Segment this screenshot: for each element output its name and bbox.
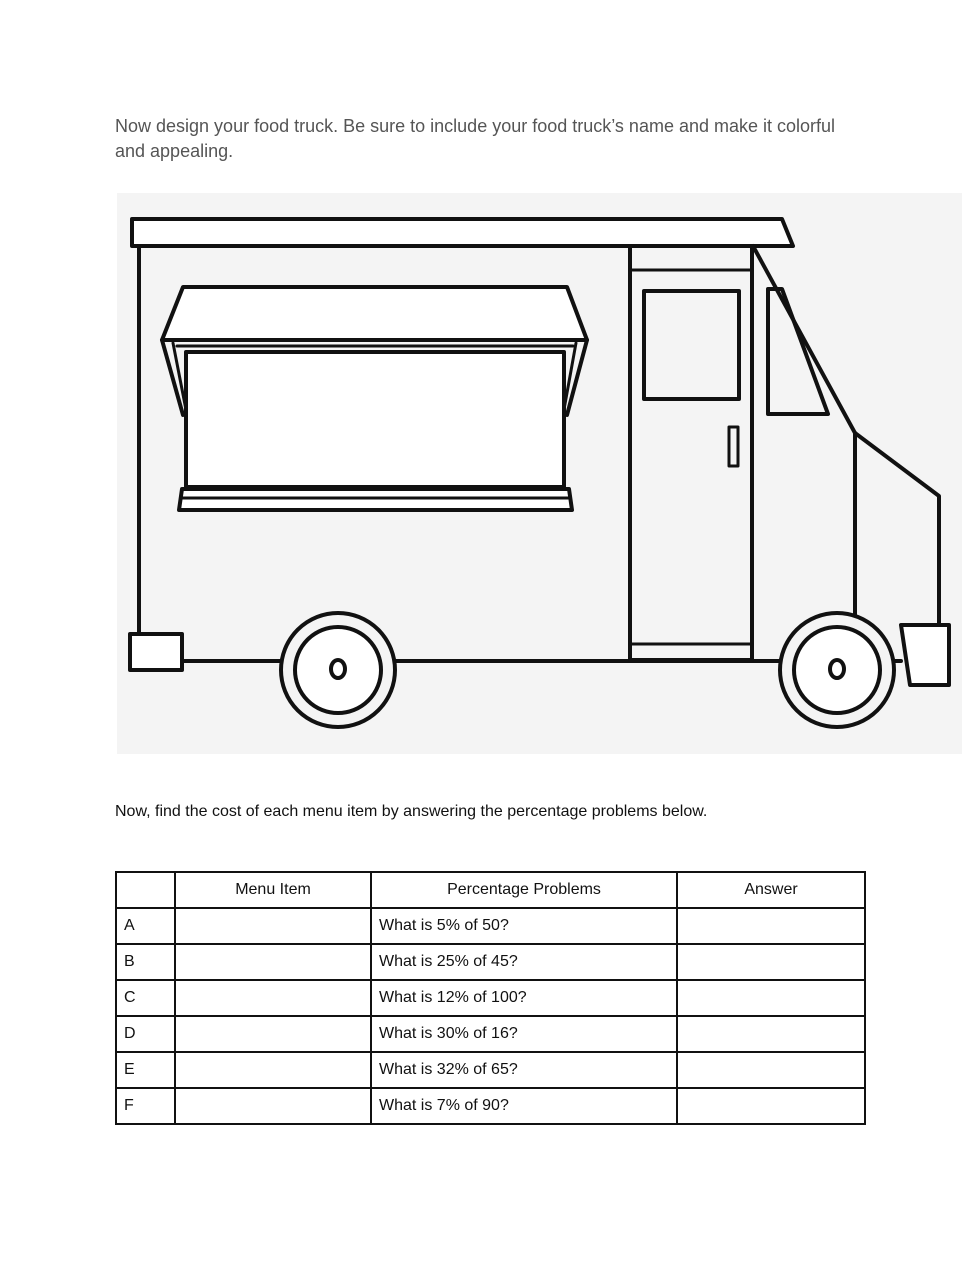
answer-cell[interactable]	[677, 1088, 865, 1124]
instructions-text: Now, find the cost of each menu item by answering the percentage problems below.	[115, 803, 708, 820]
door-window	[644, 291, 739, 399]
menu-item-cell[interactable]	[175, 1016, 371, 1052]
front-bumper	[901, 625, 949, 685]
answer-cell[interactable]	[677, 908, 865, 944]
rear-wheel	[281, 613, 395, 727]
header-percentage-problems: Percentage Problems	[371, 872, 677, 908]
percentage-problems-table	[115, 871, 866, 1125]
menu-item-cell[interactable]	[175, 980, 371, 1016]
problem-cell: What is 5% of 50?	[371, 908, 677, 944]
door-handle	[729, 427, 738, 466]
menu-item-cell[interactable]	[175, 908, 371, 944]
window-awning	[162, 287, 587, 340]
menu-item-cell[interactable]	[175, 1088, 371, 1124]
answer-cell[interactable]	[677, 1016, 865, 1052]
truck-door	[630, 246, 752, 660]
table-row	[116, 1052, 865, 1088]
menu-item-cell[interactable]	[175, 1052, 371, 1088]
answer-cell[interactable]	[677, 980, 865, 1016]
food-truck-illustration	[117, 193, 962, 754]
header-menu-item: Menu Item	[175, 872, 371, 908]
table-row	[116, 1088, 865, 1124]
row-label: A	[116, 908, 175, 944]
row-label: C	[116, 980, 175, 1016]
table-row	[116, 980, 865, 1016]
intro-text: Now design your food truck. Be sure to include your food truck’s name and make it colorful and appealing.	[115, 116, 836, 161]
table-row	[116, 1016, 865, 1052]
truck-roof	[132, 219, 793, 246]
problem-cell: What is 12% of 100?	[371, 980, 677, 1016]
header-answer: Answer	[677, 872, 865, 908]
answer-cell[interactable]	[677, 944, 865, 980]
table-row	[116, 908, 865, 944]
table-header-row	[116, 872, 865, 908]
row-label: F	[116, 1088, 175, 1124]
problem-cell: What is 30% of 16?	[371, 1016, 677, 1052]
table-row	[116, 944, 865, 980]
menu-item-cell[interactable]	[175, 944, 371, 980]
problem-cell: What is 7% of 90?	[371, 1088, 677, 1124]
serving-window	[186, 352, 564, 487]
problem-cell: What is 32% of 65?	[371, 1052, 677, 1088]
front-wheel	[780, 613, 894, 727]
answer-cell[interactable]	[677, 1052, 865, 1088]
rear-bumper	[130, 634, 182, 670]
problem-cell: What is 25% of 45?	[371, 944, 677, 980]
header-label	[116, 872, 175, 908]
row-label: B	[116, 944, 175, 980]
cab-window	[768, 289, 828, 414]
row-label: E	[116, 1052, 175, 1088]
row-label: D	[116, 1016, 175, 1052]
